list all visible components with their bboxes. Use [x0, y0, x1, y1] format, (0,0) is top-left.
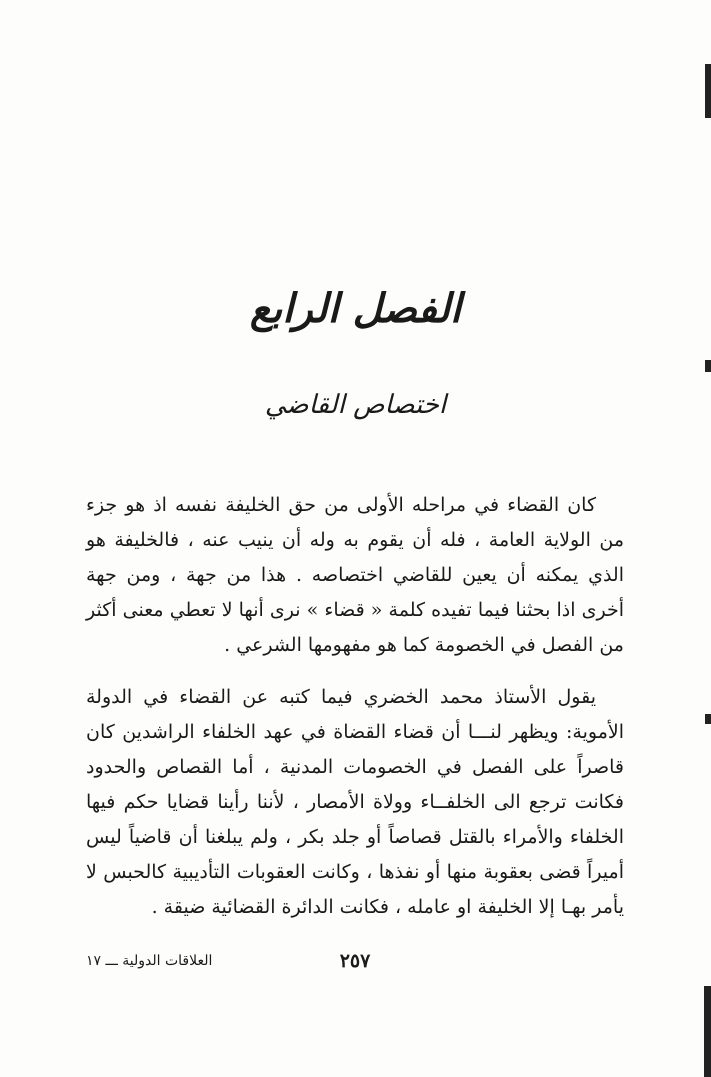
paragraph-text: يقول الأستاذ محمد الخضري فيما كتبه عن القضاء في الدولة الأموية: ويظهر لنـــا أن قضاء القضاة في عهد الخلفاء الراشدين كان قاصراً على الفصل في الخصومات المدنية ، أما القصاص والحدود فكانت ترجع الى الخلفــاء وولاة الأمصار ، لأننا رأينا قضايا حكم فيها الخلفاء والأمراء بالقتل قصاصاً أو جلد بكر ، ولم يبلغنا أن قاضياً ليس أميراً قضى بعقوبة منها أو نفذها ، وكانت العقوبات التأديبية كالحبس لا يأمر بهـا إلا الخليفة او عامله ، فكانت الدائرة القضائية ضيقة . [86, 686, 624, 918]
chapter-title: الفصل الرابع [249, 285, 462, 332]
chapter-subtitle: اختصاص القاضي [264, 390, 447, 420]
page-edge-mark [704, 986, 711, 1077]
paragraph-1 [86, 488, 624, 663]
paragraph-text: كان القضاء في مراحله الأولى من حق الخليفة نفسه اذ هو جزء من الولاية العامة ، فله أن يقوم به وله أن ينيب عنه ، فالخليفة هو الذي يمكنه أن يعين للقاضي اختصاصه . هذا من جهة ، ومن جهة أخرى اذا بحثنا فيما تفيده كلمة « قضاء » نرى أنها لا تعطي معنى أكثر من الفصل في الخصومة كما هو مفهومها الشرعي . [86, 494, 624, 656]
page-number: ٢٥٧ [339, 950, 371, 972]
paragraph-2 [86, 680, 624, 925]
page-edge-mark [705, 714, 711, 724]
page-edge-mark [705, 64, 711, 118]
page-footer [86, 950, 624, 978]
page-edge-mark [705, 360, 711, 372]
signature-mark: العلاقات الدولية ـــ ١٧ [86, 953, 213, 969]
